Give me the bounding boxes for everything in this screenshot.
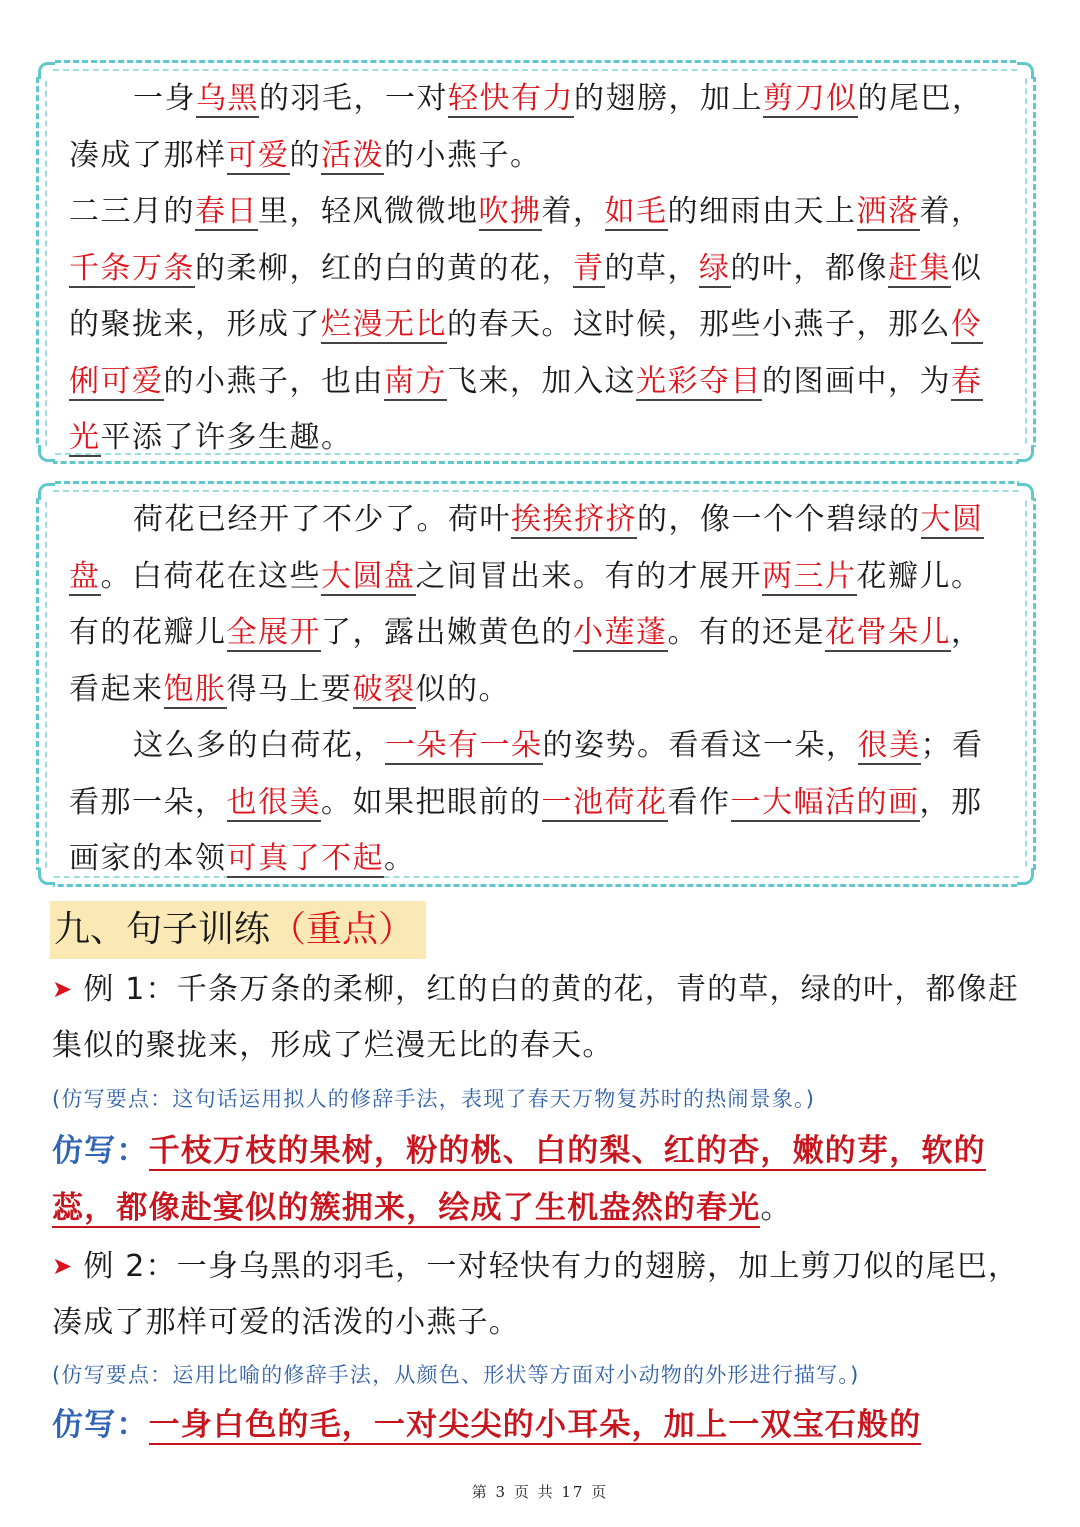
arrow-icon: ➤ bbox=[52, 1252, 74, 1280]
example-2 bbox=[52, 1238, 1042, 1351]
key-word: 春光 bbox=[69, 363, 983, 455]
key-word: 可真了不起 bbox=[226, 841, 384, 876]
key-word: 大圆盘 bbox=[321, 558, 416, 594]
key-word: 南方 bbox=[384, 363, 447, 399]
example-1 bbox=[52, 961, 1042, 1074]
key-word: 很美 bbox=[857, 728, 921, 763]
key-word: 小莲蓬 bbox=[573, 615, 668, 650]
key-word: 破裂 bbox=[352, 671, 416, 707]
key-word: 春日 bbox=[195, 194, 258, 229]
key-word: 一池荷花 bbox=[541, 784, 668, 820]
example-label: 例 1： bbox=[83, 972, 177, 1007]
key-word: 一朵有一朵 bbox=[385, 728, 543, 763]
paragraph: 这么多的白荷花，一朵有一朵的姿势。看看这一朵，很美；看看那一朵，也很美。如果把眼前的一池荷花看作一大幅活的画，那画家的本领可真了不起。 bbox=[69, 728, 984, 876]
key-word: 烂漫无比 bbox=[321, 307, 447, 342]
key-word: 也很美 bbox=[226, 784, 321, 820]
key-word: 赶集 bbox=[888, 250, 951, 286]
key-word: 剪刀似 bbox=[763, 81, 858, 116]
passage-text bbox=[69, 492, 1011, 888]
key-word: 活泼 bbox=[321, 137, 384, 173]
section-highlight: （重点） bbox=[270, 909, 415, 950]
key-word: 吹拂 bbox=[478, 194, 542, 229]
key-word: 洒落 bbox=[856, 194, 920, 229]
key-word: 千条万条 bbox=[69, 250, 195, 286]
key-word: 花骨朵儿 bbox=[825, 615, 951, 650]
key-word: 轻快有力 bbox=[448, 81, 574, 116]
imitation-text: 一身白色的毛，一对尖尖的小耳朵，加上一双宝石般的 bbox=[148, 1407, 922, 1443]
key-word: 如毛 bbox=[604, 194, 668, 229]
key-word: 两三片 bbox=[762, 558, 857, 594]
key-word: 绿 bbox=[699, 250, 731, 286]
example-note: (仿写要点：运用比喻的修辞手法，从颜色、形状等方面对小动物的外形进行描写。) bbox=[52, 1363, 860, 1387]
imitation-text: 千枝万枝的果树，粉的桃、白的梨、红的杏，嫩的芽，软的蕊，都像赴宴似的簇拥来，绘成了生机盎然的春光 bbox=[52, 1133, 986, 1226]
key-word: 乌黑 bbox=[196, 81, 259, 116]
key-word: 可爱 bbox=[226, 137, 290, 173]
example-sentence: 一身乌黑的羽毛，一对轻快有力的翅膀，加上剪刀似的尾巴，凑成了那样可爱的活泼的小燕子。 bbox=[52, 1249, 1020, 1340]
key-word: 伶俐可爱 bbox=[69, 307, 983, 399]
imitation-label: 仿写： bbox=[52, 1407, 149, 1443]
imitation-label: 仿写： bbox=[52, 1133, 149, 1169]
passage-text bbox=[69, 71, 1011, 467]
paragraph: 荷花已经开了不少了。荷叶挨挨挤挤的，像一个个碧绿的大圆盘。白荷花在这些大圆盘之间冒出来。有的才展开两三片花瓣儿。有的花瓣儿全展开了，露出嫩黄色的小莲蓬。有的还是花骨朵儿，看起来饱胀得马上要破裂似的。 bbox=[69, 502, 984, 707]
paragraph: 二三月的春日里，轻风微微地吹拂着，如毛的细雨由天上洒落着，千条万条的柔柳，红的白的黄的花，青的草，绿的叶，都像赶集似的聚拢来，形成了烂漫无比的春天。这时候，那些小燕子，那么伶俐可爱的小燕子，也由南方飞来，加入这光彩夺目的图画中，为春光平添了许多生趣。 bbox=[69, 194, 983, 455]
example-label: 例 2： bbox=[83, 1249, 177, 1284]
example-sentence: 千条万条的柔柳，红的白的黄的花，青的草，绿的叶，都像赶集似的聚拢来，形成了烂漫无比的春天。 bbox=[52, 972, 1020, 1063]
arrow-icon: ➤ bbox=[52, 975, 74, 1003]
key-word: 大圆盘 bbox=[69, 502, 984, 594]
page-footer: 第 3 页 共 17 页 bbox=[471, 1483, 609, 1501]
section-heading: 九、句子训练（重点） bbox=[50, 901, 426, 959]
passage-box-swallow bbox=[36, 60, 1036, 464]
key-word: 挨挨挤挤 bbox=[511, 502, 637, 537]
imitation-1: 仿写：千枝万枝的果树，粉的桃、白的梨、红的杏，嫩的芽，软的蕊，都像赴宴似的簇拥来，绘成了生机盎然的春光。 bbox=[52, 1133, 986, 1226]
example-note: (仿写要点：这句话运用拟人的修辞手法，表现了春天万物复苏时的热闹景象。) bbox=[52, 1087, 816, 1111]
key-word: 青 bbox=[573, 250, 605, 286]
paragraph: 一身乌黑的羽毛，一对轻快有力的翅膀，加上剪刀似的尾巴，凑成了那样可爱的活泼的小燕子。 bbox=[69, 81, 984, 173]
key-word: 光彩夺目 bbox=[636, 363, 762, 399]
imitation-2 bbox=[52, 1397, 1042, 1454]
passage-box-lotus bbox=[36, 481, 1036, 887]
key-word: 全展开 bbox=[226, 615, 321, 650]
key-word: 饱胀 bbox=[163, 671, 227, 707]
key-word: 一大幅活的画 bbox=[730, 784, 920, 820]
